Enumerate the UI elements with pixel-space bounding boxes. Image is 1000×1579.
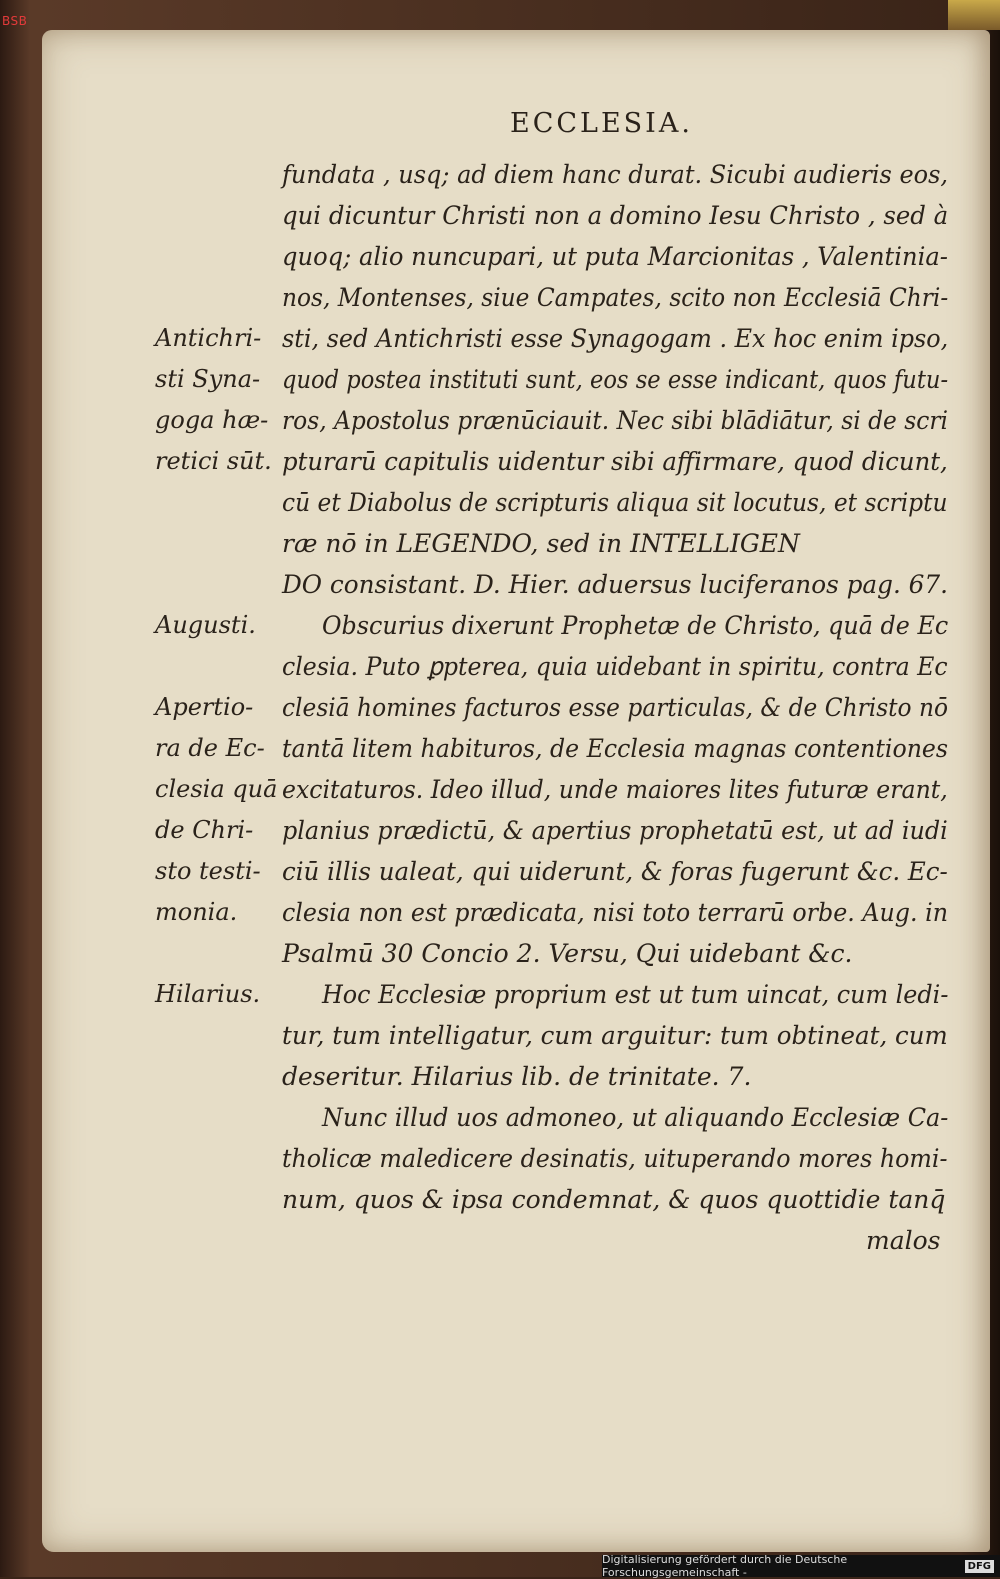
text-line: ræ nō in LEGENDO, sed in INTELLIGEN [282, 529, 800, 558]
text-line: ros, Apostolus prænūciauit. Nec sibi blādiātur, si de scri [282, 406, 948, 435]
credit-text: Digitalisierung gefördert durch die Deutsche Forschungsgemeinschaft - [602, 1553, 848, 1579]
dfg-logo: DFG [965, 1560, 994, 1573]
text-line: Psalmū 30 Concio 2. Versu, Qui uidebant &c. [282, 939, 853, 968]
margin-note: retici sūt. [155, 447, 272, 475]
margin-note: monia. [155, 898, 238, 926]
margin-note: sto testi- [155, 857, 261, 885]
margin-note: goga hæ- [155, 406, 269, 434]
text-line: planius prædictū, & apertius prophetatū est, ut ad iudi [282, 816, 948, 845]
digitization-credit [602, 1555, 1000, 1577]
text-line: tur, tum intelligatur, cum arguitur: tum obtineat, cum [282, 1021, 948, 1050]
text-line: clesiā homines facturos esse particulas, & de Christo nō [282, 693, 949, 722]
text-line: sti, sed Antichristi esse Synagogam . Ex hoc enim ipso, [282, 324, 949, 353]
margin-note: clesia quā [155, 775, 278, 803]
margin-note: de Chri- [155, 816, 254, 844]
text-line: nos, Montenses, siue Campates, scito non Ecclesiā Chri- [282, 283, 949, 312]
text-line: qui dicuntur Christi non a domino Iesu Christo , sed à [282, 201, 949, 230]
text-line: clesia non est prædicata, nisi toto terrarū orbe. Aug. in [282, 898, 949, 927]
running-header: ECCLESIA. [510, 108, 693, 139]
text-line: DO consistant. D. Hier. aduersus luciferanos pag. 67. [282, 570, 948, 599]
text-line: ciū illis ualeat, qui uiderunt, & foras fugerunt &c. Ec- [282, 857, 948, 886]
margin-note: Apertio- [155, 693, 254, 721]
margin-note: Augusti. [155, 611, 256, 639]
text-line: quod postea instituti sunt, eos se esse indicant, quos futu- [282, 365, 949, 394]
text-line: pturarū capitulis uidentur sibi affirmare, quod dicunt, [282, 447, 948, 476]
text-line: cū et Diabolus de scripturis aliqua sit locutus, et scriptu [282, 488, 948, 517]
text-line: Obscurius dixerunt Prophetæ de Christo, quā de Ec [322, 611, 949, 640]
catchword: malos [866, 1226, 941, 1255]
text-line: Nunc illud uos admoneo, ut aliquando Ecclesiæ Ca- [322, 1103, 949, 1132]
margin-note: ra de Ec- [155, 734, 265, 762]
margin-note: sti Syna- [155, 365, 261, 393]
text-line: Hoc Ecclesiæ proprium est ut tum uincat, cum ledi- [322, 980, 949, 1009]
margin-note: Antichri- [155, 324, 262, 352]
text-line: clesia. Puto ꝑpterea, quia uidebant in spiritu, contra Ec [282, 652, 948, 681]
text-line: tantā litem habituros, de Ecclesia magnas contentiones [282, 734, 949, 763]
margin-note: Hilarius. [155, 980, 261, 1008]
text-line: fundata , usq; ad diem hanc durat. Sicubi audieris eos, [282, 160, 949, 189]
bsb-watermark: BSB [2, 14, 28, 28]
text-line: excitaturos. Ideo illud, unde maiores lites futuræ erant, [282, 775, 948, 804]
text-line: num, quos & ipsa condemnat, & quos quottidie tanq̄ [282, 1185, 946, 1214]
text-line: quoq; alio nuncupari, ut puta Marcionitas , Valentinia- [282, 242, 948, 271]
book-edge [948, 0, 1000, 30]
text-line: deseritur. Hilarius lib. de trinitate. 7. [282, 1062, 752, 1091]
text-line: tholicæ maledicere desinatis, uituperando mores homi- [282, 1144, 948, 1173]
